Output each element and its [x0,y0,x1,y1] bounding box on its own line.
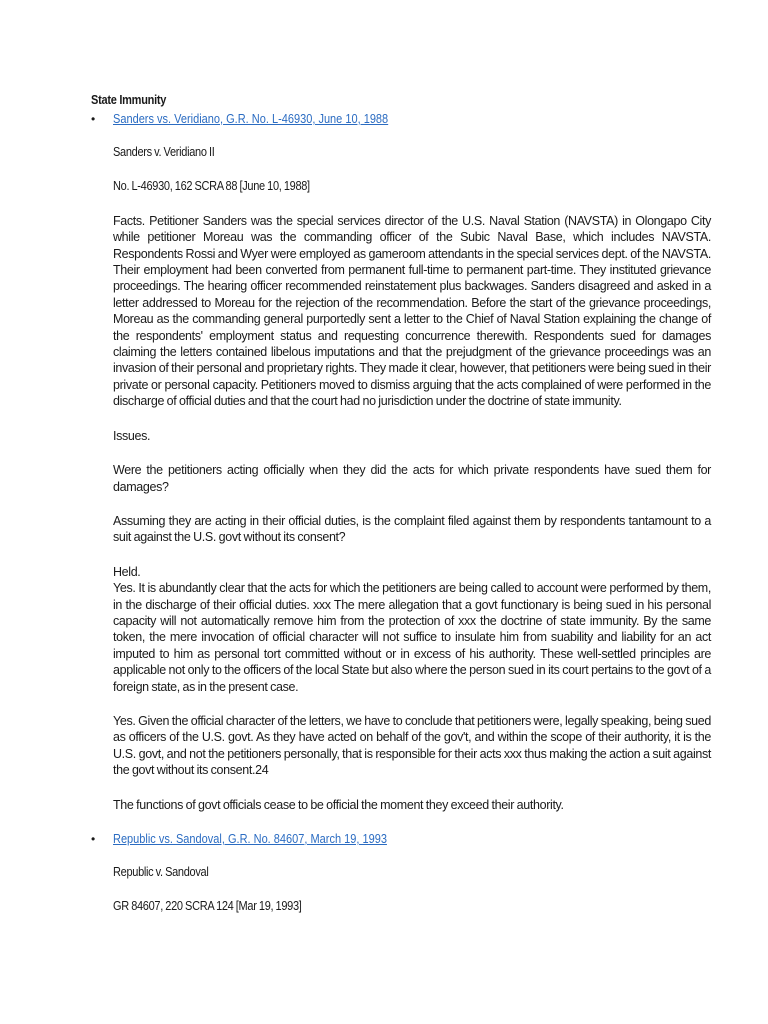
held-paragraph-2: Yes. Given the official character of the letters, we have to conclude that petitioners were, legally speaking, being sued as officers of the U.S. govt. As they have acted on behalf of the gov't, and within the scope of their authority, it is the U.S. govt, and not the petitioners personally, that is responsible for their acts xxx thus making the action a suit against the govt without its consent.24 [113,713,711,778]
case-title: Sanders v. Veridiano II [113,145,215,159]
case-link-sanders[interactable]: Sanders vs. Veridiano, G.R. No. L-46930, June 10, 1988 [113,112,389,126]
issue-paragraph-1: Were the petitioners acting officially when they did the acts for which private respondents have sued them for damages? [113,463,711,494]
held-paragraph-1: Yes. It is abundantly clear that the acts for which the petitioners are being called to account were performed by them, in the discharge of their official duties. xxx The mere allegation that a govt functionary is being sued in his personal capacity will not automatically remove him from the protection of xxx the doctrine of state immunity. By the same token, the mere invocation of official character will not suffice to insulate him from suability and liability for an act imputed to him as personal tort committed without or in excess of his authority. These well-settled principles are applicable not only to the officers of the local State but also where the person sued in its court pertains to the govt of a foreign state, as in the present case. [113,581,711,694]
section-heading: State Immunity [91,93,167,107]
case-citation: No. L-46930, 162 SCRA 88 [June 10, 1988] [113,179,310,194]
facts-paragraph: Facts. Petitioner Sanders was the special services director of the U.S. Naval Station (NAVSTA) in Olongapo City while petitioner Moreau was the commanding officer of the Subic Naval Base, which includes NAVSTA. Respondents Rossi and Wyer were employed as gameroom attendants in the special services dept. of the NAVSTA. Their employment had been converted from permanent full-time to permanent part-time. They instituted grievance proceedings. The hearing officer recommended reinstatement plus backwages. Sanders disagreed and asked in a letter addressed to Moreau for the rejection of the recommendation. Before the start of the grievance proceedings, Moreau as the commanding general purportedly sent a letter to the Chief of Naval Station explaining the change of the respondents' employment status and requesting concurrence therewith. Respondents sued for damages claiming the letters contained libelous imputations and that the prejudgment of the grievance proceedings was an invasion of their personal and proprietary rights. They made it clear, however, that petitioners were being sued in their private or personal capacity. Petitioners moved to dismiss arguing that the acts complained of were performed in the discharge of official duties and that the court had no jurisdiction under the doctrine of state immunity. [113,213,711,409]
case-list-item-republic [91,831,711,847]
issue-paragraph-2: Assuming they are acting in their official duties, is the complaint filed against them by respondents tantamount to a suit against the U.S. govt without its consent? [113,513,711,545]
case-link-republic[interactable]: Republic vs. Sandoval, G.R. No. 84607, March 19, 1993 [113,832,387,846]
case-title: Republic v. Sandoval [113,865,209,879]
case-citation: GR 84607, 220 SCRA 124 [Mar 19, 1993] [113,899,302,914]
case-body-republic [113,864,711,915]
issues-label: Issues. [113,428,151,443]
case-body-sanders [113,144,711,813]
document-content [91,93,711,915]
held-label: Held. [113,564,141,579]
bullet-icon: • [91,832,96,846]
closing-paragraph: The functions of govt officials cease to be official the moment they exceed their authority. [113,797,564,812]
case-list-item-sanders [91,111,711,127]
bullet-icon: • [91,112,96,126]
